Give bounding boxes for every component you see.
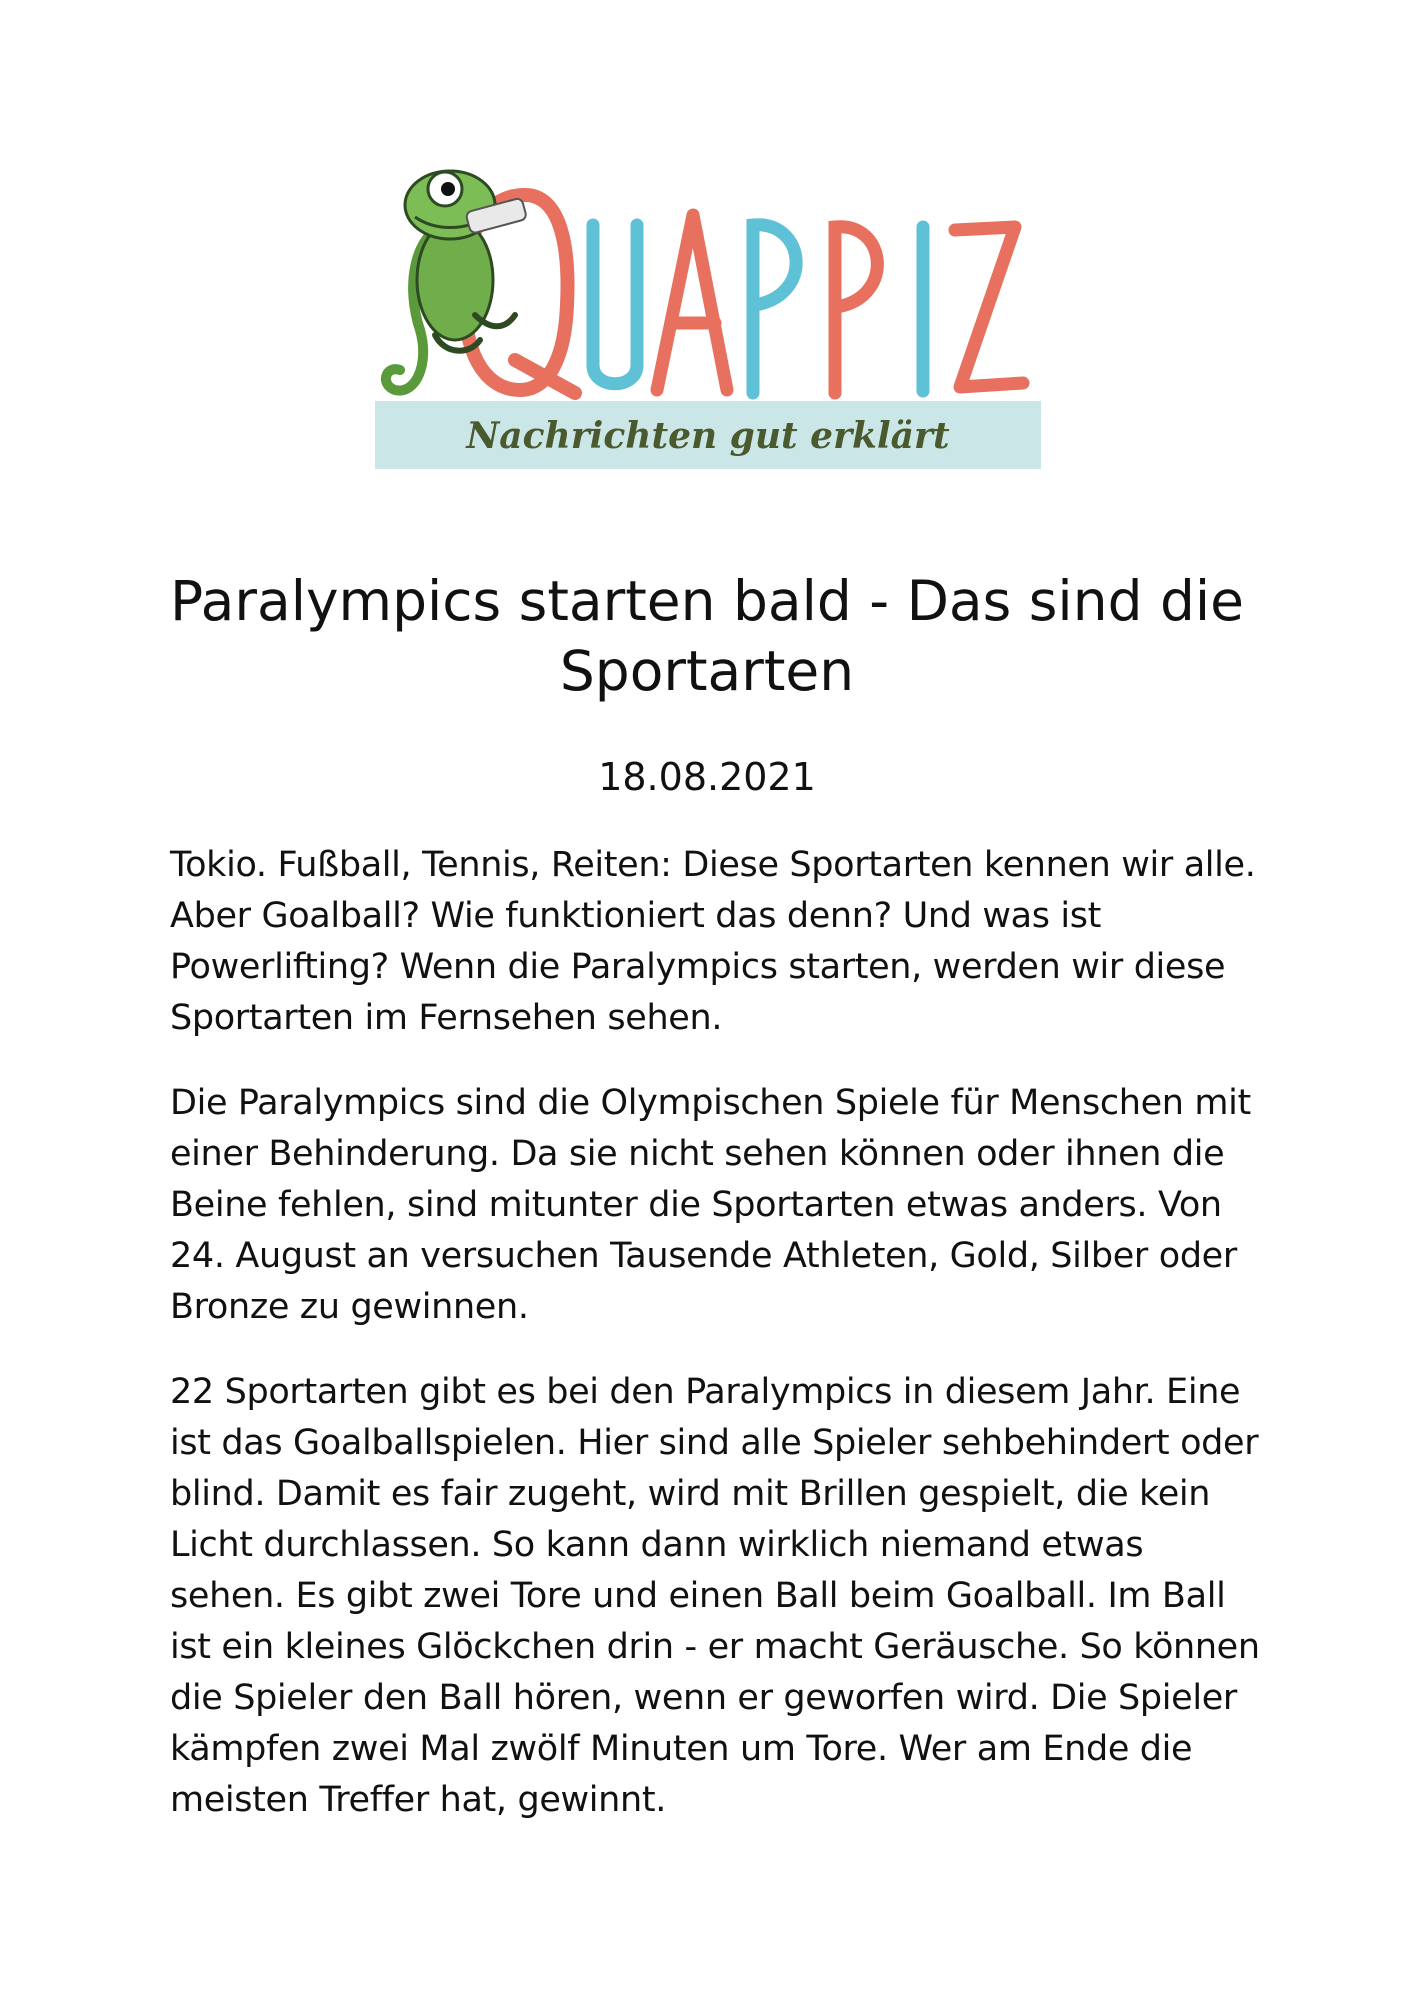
article-date: 18.08.2021 — [598, 755, 816, 799]
letter-a — [657, 215, 727, 390]
logo-graphic — [375, 165, 1045, 475]
chameleon-icon — [386, 171, 527, 391]
letter-z — [955, 227, 1023, 387]
letter-u — [593, 225, 637, 384]
article-body — [170, 840, 1260, 1860]
letter-p2 — [835, 227, 877, 393]
letter-p1 — [753, 225, 796, 393]
paragraph-3: 22 Sportarten gibt es bei den Paralympics in diesem Jahr. Eine ist das Goalballspielen. Hier sind alle Spieler sehbehindert oder blind. Damit es fair zugeht, wird mit Brillen gespielt, die kein Licht durchlassen. So kann dann wirklich niemand etwas sehen. Es gibt zwei Tore und einen Ball beim Goalball. Im Ball ist ein kleines Glöckchen drin - er macht Geräusche. So können die Spieler den Ball hören, wenn er geworfen wird. Die Spieler kämpfen zwei Mal zwölf Minuten um Tore. Wer am Ende die meisten Treffer hat, gewinnt. — [170, 1372, 1260, 1820]
quappiz-logo — [375, 165, 1045, 475]
tagline-text: Nachrichten gut erklärt — [466, 415, 950, 457]
article-title: Paralympics starten bald - Das sind die Sportarten — [169, 569, 1244, 703]
paragraph-1: Tokio. Fußball, Tennis, Reiten: Diese Sportarten kennen wir alle. Aber Goalball? Wie funktioniert das denn? Und was ist Powerlifting? Wenn die Paralympics starten, werden wir diese Sportarten im Fernsehen sehen. — [170, 845, 1256, 1038]
paragraph-2: Die Paralympics sind die Olympischen Spiele für Menschen mit einer Behinderung. Da sie nicht sehen können oder ihnen die Beine fehlen, sind mitunter die Sportarten etwas anders. Von 24. August an versuchen Tausende Athleten, Gold, Silber oder Bronze zu gewinnen. — [170, 1083, 1251, 1327]
